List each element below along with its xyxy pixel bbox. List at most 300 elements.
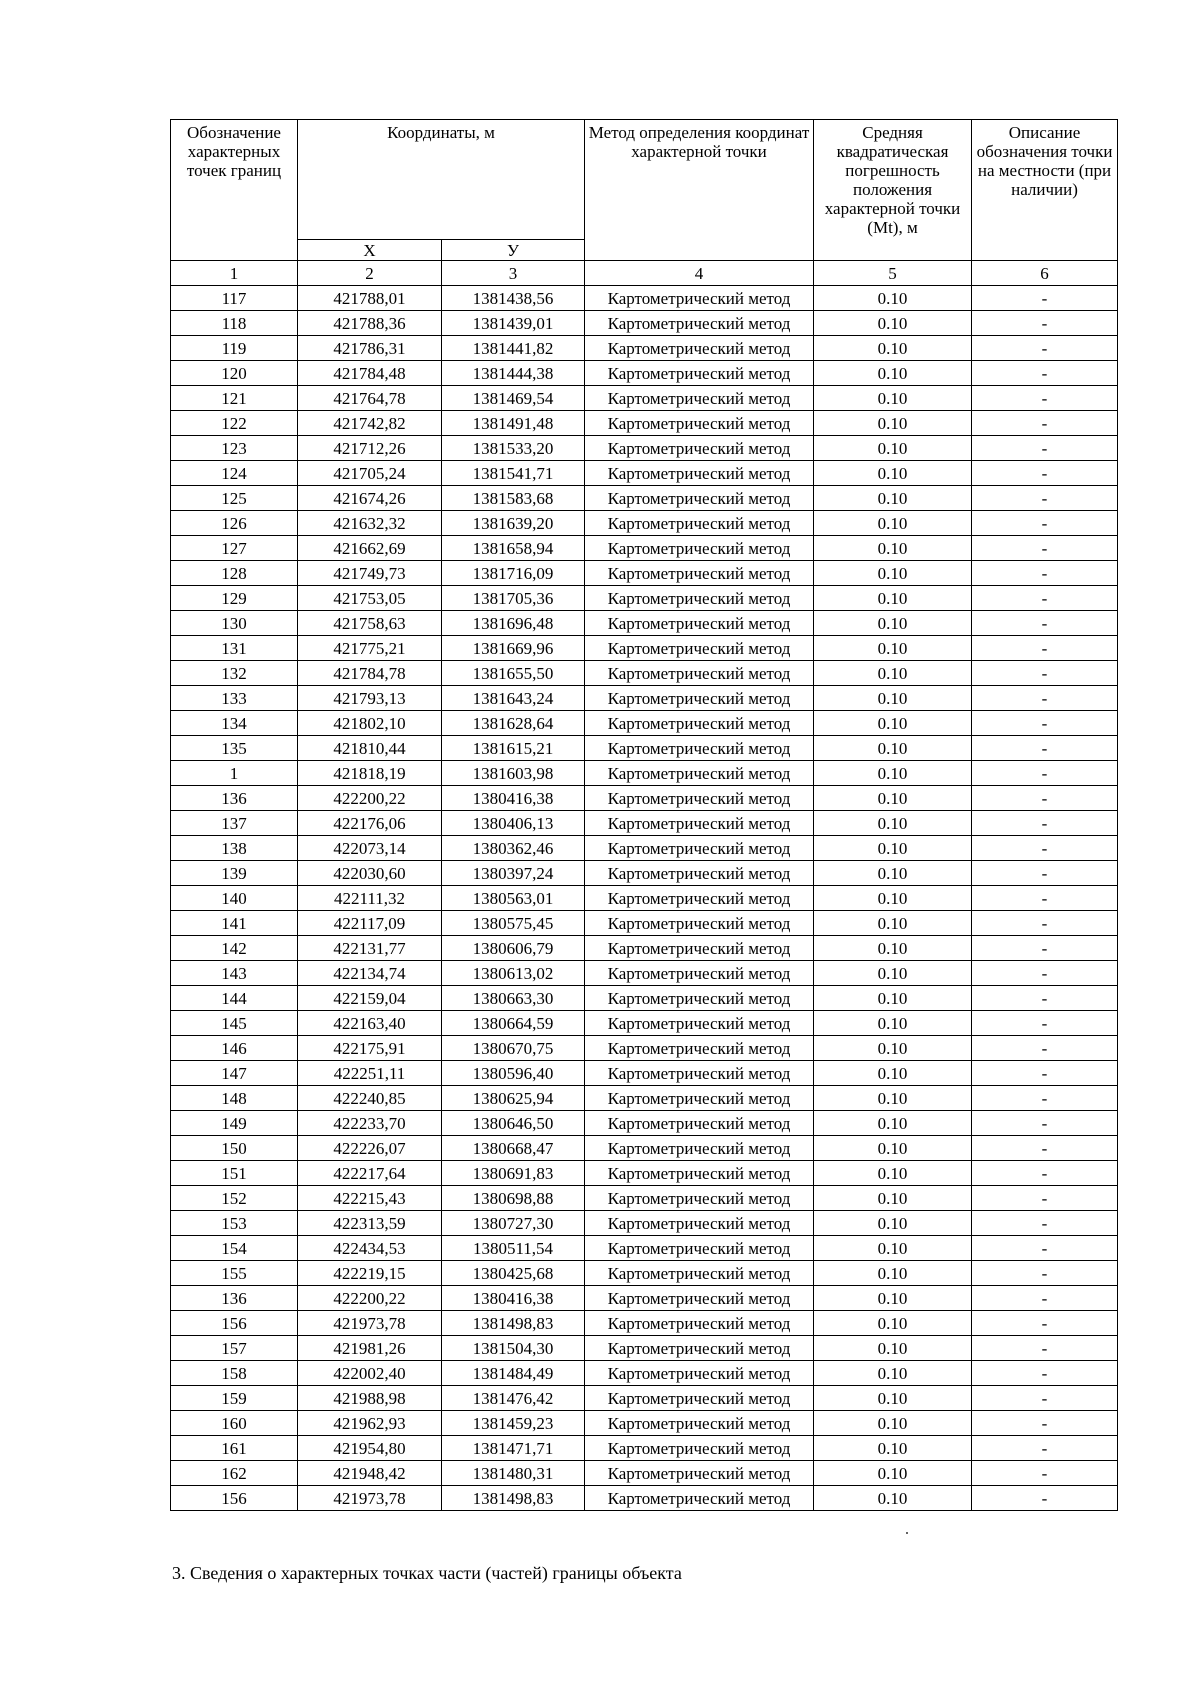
method-cell: Картометрический метод [585,1286,814,1311]
table-row [171,786,1118,811]
y-coordinate-cell: 1380416,38 [442,1286,585,1311]
error-cell: 0.10 [814,736,972,761]
table-row [171,1186,1118,1211]
method-cell: Картометрический метод [585,836,814,861]
y-coordinate-cell: 1381471,71 [442,1436,585,1461]
error-cell: 0.10 [814,936,972,961]
point-number-cell: 1 [171,761,298,786]
method-cell: Картометрический метод [585,1361,814,1386]
y-coordinate-cell: 1380670,75 [442,1036,585,1061]
error-cell: 0.10 [814,536,972,561]
error-cell: 0.10 [814,386,972,411]
y-coordinate-cell: 1380397,24 [442,861,585,886]
description-cell: - [972,1236,1118,1261]
point-number-cell: 133 [171,686,298,711]
error-cell: 0.10 [814,1461,972,1486]
method-cell: Картометрический метод [585,461,814,486]
table-row [171,1086,1118,1111]
table-row [171,886,1118,911]
method-cell: Картометрический метод [585,961,814,986]
y-coordinate-cell: 1380563,01 [442,886,585,911]
y-coordinate-cell: 1380727,30 [442,1211,585,1236]
point-number-cell: 117 [171,286,298,311]
method-cell: Картометрический метод [585,1211,814,1236]
x-coordinate-cell: 421988,98 [298,1386,442,1411]
error-cell: 0.10 [814,886,972,911]
x-coordinate-cell: 421786,31 [298,336,442,361]
x-coordinate-cell: 422219,15 [298,1261,442,1286]
table-row [171,411,1118,436]
table-row [171,911,1118,936]
y-coordinate-cell: 1381498,83 [442,1311,585,1336]
point-number-cell: 123 [171,436,298,461]
x-coordinate-cell: 421810,44 [298,736,442,761]
y-coordinate-cell: 1381439,01 [442,311,585,336]
table-row [171,1136,1118,1161]
point-number-cell: 153 [171,1211,298,1236]
table-row [171,1286,1118,1311]
method-cell: Картометрический метод [585,761,814,786]
description-cell: - [972,1061,1118,1086]
table-header [171,120,1118,286]
method-cell: Картометрический метод [585,811,814,836]
y-coordinate-cell: 1381696,48 [442,611,585,636]
error-cell: 0.10 [814,986,972,1011]
point-number-cell: 154 [171,1236,298,1261]
description-cell: - [972,961,1118,986]
y-coordinate-cell: 1380668,47 [442,1136,585,1161]
column-number: 1 [171,261,298,286]
y-coordinate-cell: 1381541,71 [442,461,585,486]
x-coordinate-cell: 422217,64 [298,1161,442,1186]
table-row [171,1211,1118,1236]
description-cell: - [972,1361,1118,1386]
table-row [171,736,1118,761]
point-number-cell: 162 [171,1461,298,1486]
x-coordinate-cell: 422240,85 [298,1086,442,1111]
y-coordinate-cell: 1381498,83 [442,1486,585,1511]
point-number-cell: 128 [171,561,298,586]
method-cell: Картометрический метод [585,936,814,961]
x-coordinate-cell: 422251,11 [298,1061,442,1086]
point-number-cell: 126 [171,511,298,536]
method-cell: Картометрический метод [585,361,814,386]
table-row [171,511,1118,536]
point-number-cell: 148 [171,1086,298,1111]
method-cell: Картометрический метод [585,1461,814,1486]
x-coordinate-cell: 422226,07 [298,1136,442,1161]
y-coordinate-cell: 1381438,56 [442,286,585,311]
column-number: 5 [814,261,972,286]
error-cell: 0.10 [814,1136,972,1161]
y-coordinate-cell: 1381491,48 [442,411,585,436]
table-row [171,336,1118,361]
y-coordinate-cell: 1381716,09 [442,561,585,586]
y-coordinate-cell: 1380596,40 [442,1061,585,1086]
point-number-cell: 142 [171,936,298,961]
point-number-cell: 136 [171,1286,298,1311]
error-cell: 0.10 [814,1111,972,1136]
x-coordinate-cell: 421788,36 [298,311,442,336]
description-cell: - [972,886,1118,911]
table-row [171,586,1118,611]
column-number: 6 [972,261,1118,286]
y-coordinate-cell: 1381705,36 [442,586,585,611]
table-row [171,1261,1118,1286]
y-coordinate-cell: 1381504,30 [442,1336,585,1361]
x-coordinate-cell: 421742,82 [298,411,442,436]
method-cell: Картометрический метод [585,911,814,936]
method-cell: Картометрический метод [585,1011,814,1036]
error-cell: 0.10 [814,686,972,711]
x-coordinate-cell: 422002,40 [298,1361,442,1386]
x-coordinate-cell: 422313,59 [298,1211,442,1236]
table-row [171,961,1118,986]
method-cell: Картометрический метод [585,486,814,511]
error-cell: 0.10 [814,1411,972,1436]
y-coordinate-cell: 1380425,68 [442,1261,585,1286]
point-number-cell: 119 [171,336,298,361]
error-cell: 0.10 [814,1361,972,1386]
y-coordinate-cell: 1381639,20 [442,511,585,536]
description-cell: - [972,1011,1118,1036]
method-cell: Картометрический метод [585,1111,814,1136]
description-cell: - [972,761,1118,786]
description-cell: - [972,511,1118,536]
table-row [171,536,1118,561]
description-cell: - [972,1261,1118,1286]
description-cell: - [972,1411,1118,1436]
error-cell: 0.10 [814,636,972,661]
method-cell: Картометрический метод [585,1336,814,1361]
description-cell: - [972,1436,1118,1461]
point-number-cell: 138 [171,836,298,861]
error-cell: 0.10 [814,1061,972,1086]
table-row [171,1411,1118,1436]
method-cell: Картометрический метод [585,1036,814,1061]
y-coordinate-cell: 1381441,82 [442,336,585,361]
x-coordinate-cell: 421632,32 [298,511,442,536]
table-row [171,836,1118,861]
error-cell: 0.10 [814,1436,972,1461]
error-cell: 0.10 [814,586,972,611]
description-cell: - [972,361,1118,386]
point-number-cell: 127 [171,536,298,561]
description-cell: - [972,611,1118,636]
description-cell: - [972,1136,1118,1161]
header-coordinates: Координаты, м [298,120,585,240]
point-number-cell: 118 [171,311,298,336]
table-row [171,1111,1118,1136]
description-cell: - [972,1086,1118,1111]
point-number-cell: 151 [171,1161,298,1186]
x-coordinate-cell: 421973,78 [298,1486,442,1511]
method-cell: Картометрический метод [585,336,814,361]
point-number-cell: 146 [171,1036,298,1061]
method-cell: Картометрический метод [585,386,814,411]
table-row [171,486,1118,511]
y-coordinate-cell: 1380691,83 [442,1161,585,1186]
point-number-cell: 155 [171,1261,298,1286]
table-row [171,936,1118,961]
table-row [171,636,1118,661]
y-coordinate-cell: 1380575,45 [442,911,585,936]
y-coordinate-cell: 1381615,21 [442,736,585,761]
y-coordinate-cell: 1380606,79 [442,936,585,961]
y-coordinate-cell: 1381603,98 [442,761,585,786]
y-coordinate-cell: 1380416,38 [442,786,585,811]
y-coordinate-cell: 1380646,50 [442,1111,585,1136]
table-row [171,661,1118,686]
y-coordinate-cell: 1381658,94 [442,536,585,561]
y-coordinate-cell: 1381459,23 [442,1411,585,1436]
point-number-cell: 131 [171,636,298,661]
method-cell: Картометрический метод [585,311,814,336]
method-cell: Картометрический метод [585,786,814,811]
y-coordinate-cell: 1381669,96 [442,636,585,661]
method-cell: Картометрический метод [585,536,814,561]
y-coordinate-cell: 1380511,54 [442,1236,585,1261]
method-cell: Картометрический метод [585,411,814,436]
y-coordinate-cell: 1380664,59 [442,1011,585,1036]
table-body [171,286,1118,1511]
x-coordinate-cell: 421802,10 [298,711,442,736]
error-cell: 0.10 [814,836,972,861]
x-coordinate-cell: 421948,42 [298,1461,442,1486]
method-cell: Картометрический метод [585,586,814,611]
method-cell: Картометрический метод [585,686,814,711]
point-number-cell: 156 [171,1486,298,1511]
error-cell: 0.10 [814,911,972,936]
table-row [171,1061,1118,1086]
description-cell: - [972,386,1118,411]
method-cell: Картометрический метод [585,886,814,911]
method-cell: Картометрический метод [585,511,814,536]
error-cell: 0.10 [814,961,972,986]
table-row [171,1011,1118,1036]
error-cell: 0.10 [814,1261,972,1286]
method-cell: Картометрический метод [585,1386,814,1411]
point-number-cell: 143 [171,961,298,986]
x-coordinate-cell: 421674,26 [298,486,442,511]
error-cell: 0.10 [814,711,972,736]
point-number-cell: 136 [171,786,298,811]
x-coordinate-cell: 422134,74 [298,961,442,986]
y-coordinate-cell: 1380613,02 [442,961,585,986]
x-coordinate-cell: 422030,60 [298,861,442,886]
error-cell: 0.10 [814,1211,972,1236]
error-cell: 0.10 [814,1386,972,1411]
table-row [171,1386,1118,1411]
table-row [171,386,1118,411]
table-row [171,361,1118,386]
x-coordinate-cell: 422200,22 [298,786,442,811]
table-row [171,1436,1118,1461]
header-method: Метод определения координат характерной точки [585,120,814,261]
section-heading: 3. Сведения о характерных точках части (частей) границы объекта [172,1563,682,1583]
description-cell: - [972,1036,1118,1061]
point-number-cell: 130 [171,611,298,636]
x-coordinate-cell: 422159,04 [298,986,442,1011]
x-coordinate-cell: 422233,70 [298,1111,442,1136]
method-cell: Картометрический метод [585,1136,814,1161]
x-coordinate-cell: 422111,32 [298,886,442,911]
point-number-cell: 149 [171,1111,298,1136]
error-cell: 0.10 [814,361,972,386]
description-cell: - [972,1111,1118,1136]
error-cell: 0.10 [814,461,972,486]
point-number-cell: 134 [171,711,298,736]
description-cell: - [972,461,1118,486]
point-number-cell: 161 [171,1436,298,1461]
point-number-cell: 122 [171,411,298,436]
description-cell: - [972,811,1118,836]
error-cell: 0.10 [814,436,972,461]
method-cell: Картометрический метод [585,661,814,686]
description-cell: - [972,711,1118,736]
x-coordinate-cell: 421981,26 [298,1336,442,1361]
y-coordinate-cell: 1381583,68 [442,486,585,511]
x-coordinate-cell: 422215,43 [298,1186,442,1211]
description-cell: - [972,486,1118,511]
point-number-cell: 141 [171,911,298,936]
coordinates-table [170,119,1118,1511]
x-coordinate-cell: 421775,21 [298,636,442,661]
y-coordinate-cell: 1380362,46 [442,836,585,861]
error-cell: 0.10 [814,561,972,586]
point-number-cell: 145 [171,1011,298,1036]
x-coordinate-cell: 422434,53 [298,1236,442,1261]
x-coordinate-cell: 422131,77 [298,936,442,961]
x-coordinate-cell: 421793,13 [298,686,442,711]
x-coordinate-cell: 422175,91 [298,1036,442,1061]
x-coordinate-cell: 421753,05 [298,586,442,611]
point-number-cell: 129 [171,586,298,611]
description-cell: - [972,1311,1118,1336]
x-coordinate-cell: 421662,69 [298,536,442,561]
method-cell: Картометрический метод [585,711,814,736]
method-cell: Картометрический метод [585,611,814,636]
x-coordinate-cell: 421712,26 [298,436,442,461]
y-coordinate-cell: 1381655,50 [442,661,585,686]
x-coordinate-cell: 421818,19 [298,761,442,786]
method-cell: Картометрический метод [585,861,814,886]
y-coordinate-cell: 1380625,94 [442,1086,585,1111]
x-coordinate-cell: 422073,14 [298,836,442,861]
table-row [171,1336,1118,1361]
method-cell: Картометрический метод [585,1311,814,1336]
x-coordinate-cell: 421784,48 [298,361,442,386]
y-coordinate-cell: 1381444,38 [442,361,585,386]
x-coordinate-cell: 421784,78 [298,661,442,686]
error-cell: 0.10 [814,861,972,886]
method-cell: Картометрический метод [585,1186,814,1211]
error-cell: 0.10 [814,311,972,336]
x-coordinate-cell: 421788,01 [298,286,442,311]
method-cell: Картометрический метод [585,1061,814,1086]
table-row [171,1036,1118,1061]
point-number-cell: 124 [171,461,298,486]
x-coordinate-cell: 422163,40 [298,1011,442,1036]
error-cell: 0.10 [814,1486,972,1511]
method-cell: Картометрический метод [585,986,814,1011]
y-coordinate-cell: 1381476,42 [442,1386,585,1411]
column-numbers-row [171,261,1118,286]
point-number-cell: 158 [171,1361,298,1386]
method-cell: Картометрический метод [585,1411,814,1436]
y-coordinate-cell: 1380663,30 [442,986,585,1011]
x-coordinate-cell: 421764,78 [298,386,442,411]
y-coordinate-cell: 1381480,31 [442,1461,585,1486]
y-coordinate-cell: 1381484,49 [442,1361,585,1386]
point-number-cell: 125 [171,486,298,511]
error-cell: 0.10 [814,761,972,786]
error-cell: 0.10 [814,1186,972,1211]
point-number-cell: 144 [171,986,298,1011]
table-row [171,436,1118,461]
error-cell: 0.10 [814,511,972,536]
error-cell: 0.10 [814,611,972,636]
point-number-cell: 135 [171,736,298,761]
point-number-cell: 120 [171,361,298,386]
description-cell: - [972,1336,1118,1361]
table-row [171,811,1118,836]
y-coordinate-cell: 1380698,88 [442,1186,585,1211]
column-number: 2 [298,261,442,286]
table-row [171,611,1118,636]
scan-speck [906,1532,908,1534]
method-cell: Картометрический метод [585,1161,814,1186]
method-cell: Картометрический метод [585,286,814,311]
description-cell: - [972,411,1118,436]
error-cell: 0.10 [814,811,972,836]
header-mean-square-error: Средняя квадратическая погрешность положения характерной точки (Mt), м [814,120,972,261]
description-cell: - [972,1286,1118,1311]
table-row [171,1461,1118,1486]
y-coordinate-cell: 1381469,54 [442,386,585,411]
description-cell: - [972,686,1118,711]
table-row [171,1236,1118,1261]
description-cell: - [972,1486,1118,1511]
description-cell: - [972,436,1118,461]
description-cell: - [972,1186,1118,1211]
description-cell: - [972,936,1118,961]
method-cell: Картометрический метод [585,436,814,461]
point-number-cell: 152 [171,1186,298,1211]
column-number: 4 [585,261,814,286]
header-x: X [298,240,442,261]
header-description: Описание обозначения точки на местности (при наличии) [972,120,1118,261]
table-row [171,1361,1118,1386]
error-cell: 0.10 [814,336,972,361]
description-cell: - [972,836,1118,861]
point-number-cell: 121 [171,386,298,411]
description-cell: - [972,586,1118,611]
x-coordinate-cell: 422117,09 [298,911,442,936]
error-cell: 0.10 [814,1311,972,1336]
method-cell: Картометрический метод [585,736,814,761]
error-cell: 0.10 [814,411,972,436]
point-number-cell: 156 [171,1311,298,1336]
error-cell: 0.10 [814,786,972,811]
x-coordinate-cell: 421705,24 [298,461,442,486]
error-cell: 0.10 [814,1086,972,1111]
point-number-cell: 159 [171,1386,298,1411]
point-number-cell: 150 [171,1136,298,1161]
method-cell: Картометрический метод [585,1436,814,1461]
table-row [171,686,1118,711]
description-cell: - [972,286,1118,311]
